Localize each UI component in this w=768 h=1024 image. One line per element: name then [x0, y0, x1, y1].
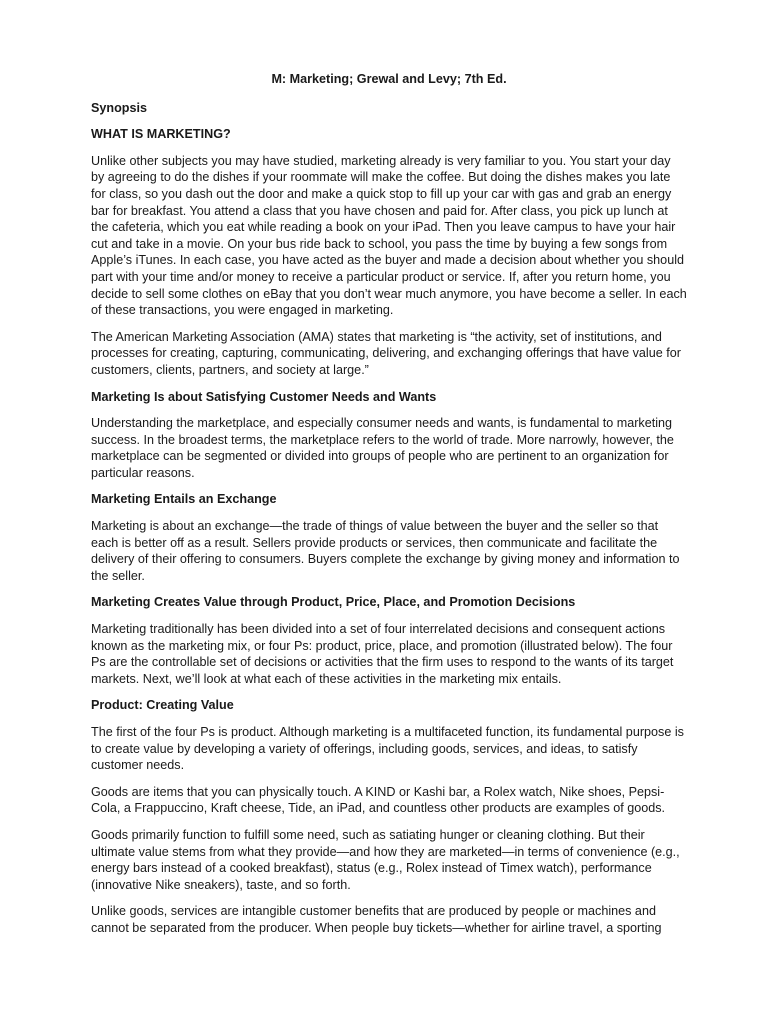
- product-paragraph: The first of the four Ps is product. Although marketing is a multifaceted function, its fundamental purpose is to create value by developing a variety of offerings, including goods, services, and ideas, to satisfy customer needs.: [91, 725, 684, 773]
- document-title: M: Marketing; Grewal and Levy; 7th Ed.: [271, 72, 507, 86]
- synopsis-heading: Synopsis: [91, 100, 147, 115]
- four-ps-paragraph: Marketing traditionally has been divided into a set of four interrelated decisions and consequent actions known as the marketing mix, or four Ps: product, price, place, and promotion (illustrated below). The four Ps are the controllable set of decisions or activities that the firm uses to respond to the wants of its target markets. Next, we’ll look at what each of these activities in the marketing mix entails.: [91, 622, 674, 686]
- ama-definition-paragraph: The American Marketing Association (AMA) states that marketing is “the activity, set of institutions, and processes for creating, capturing, communicating, delivering, and exchanging offerings that have value for customers, clients, partners, and society at large.”: [91, 329, 681, 377]
- customer-needs-paragraph: Understanding the marketplace, and especially consumer needs and wants, is fundamental to marketing success. In the broadest terms, the marketplace refers to the world of trade. More narrowly, however, the marketplace can be segmented or divided into groups of people who are pertinent to an organization for particular reasons.: [91, 416, 674, 480]
- product-heading: Product: Creating Value: [91, 698, 234, 713]
- creates-value-heading: Marketing Creates Value through Product, Price, Place, and Promotion Decisions: [91, 595, 576, 610]
- goods-paragraph: Goods are items that you can physically touch. A KIND or Kashi bar, a Rolex watch, Nike shoes, Pepsi-Cola, a Frappuccino, Kraft cheese, Tide, an iPad, and countless other products are examples of goods.: [91, 784, 666, 816]
- customer-needs-heading: Marketing Is about Satisfying Customer Needs and Wants: [91, 389, 437, 404]
- goods-function-paragraph: Goods primarily function to fulfill some need, such as satiating hunger or cleaning clothing. But their ultimate value stems from what they provide—and how they are marketed—in terms of convenience (e.g., energy bars instead of a cooked breakfast), status (e.g., Rolex instead of Timex watch), performance (innovative Nike sneakers), taste, and so forth.: [91, 827, 680, 892]
- document-body: [91, 71, 687, 947]
- what-is-marketing-heading: WHAT IS MARKETING?: [91, 127, 231, 142]
- services-paragraph: Unlike goods, services are intangible customer benefits that are produced by people or machines and cannot be separated from the producer. When people buy tickets—whether for airline travel, a sporting: [91, 904, 662, 935]
- intro-paragraph: Unlike other subjects you may have studied, marketing already is very familiar to you. You start your day by agreeing to do the dishes if your roommate will make the coffee. But doing the dishes makes you late for class, so you dash out the door and make a quick stop to fill up your car with gas and grab an energy bar for breakfast. You attend a class that you have chosen and paid for. After class, you pick up lunch at the cafeteria, which you eat while reading a book on your iPad. Then you leave campus to have your hair cut and take in a movie. On your bus ride back to school, you pass the time by buying a few songs from Apple’s iTunes. In each case, you have acted as the buyer and made a decision about whether you should part with your time and/or money to receive a particular product or service. If, after you return home, you decide to sell some clothes on eBay that you don’t wear much anymore, you have become a seller. In each of these transactions, you were engaged in marketing.: [91, 153, 687, 318]
- exchange-paragraph: Marketing is about an exchange—the trade of things of value between the buyer and the seller so that each is better off as a result. Sellers provide products or services, then communicate and facilitate the delivery of their offering to consumers. Buyers complete the exchange by giving money and information to the seller.: [91, 519, 680, 583]
- exchange-heading: Marketing Entails an Exchange: [91, 492, 277, 507]
